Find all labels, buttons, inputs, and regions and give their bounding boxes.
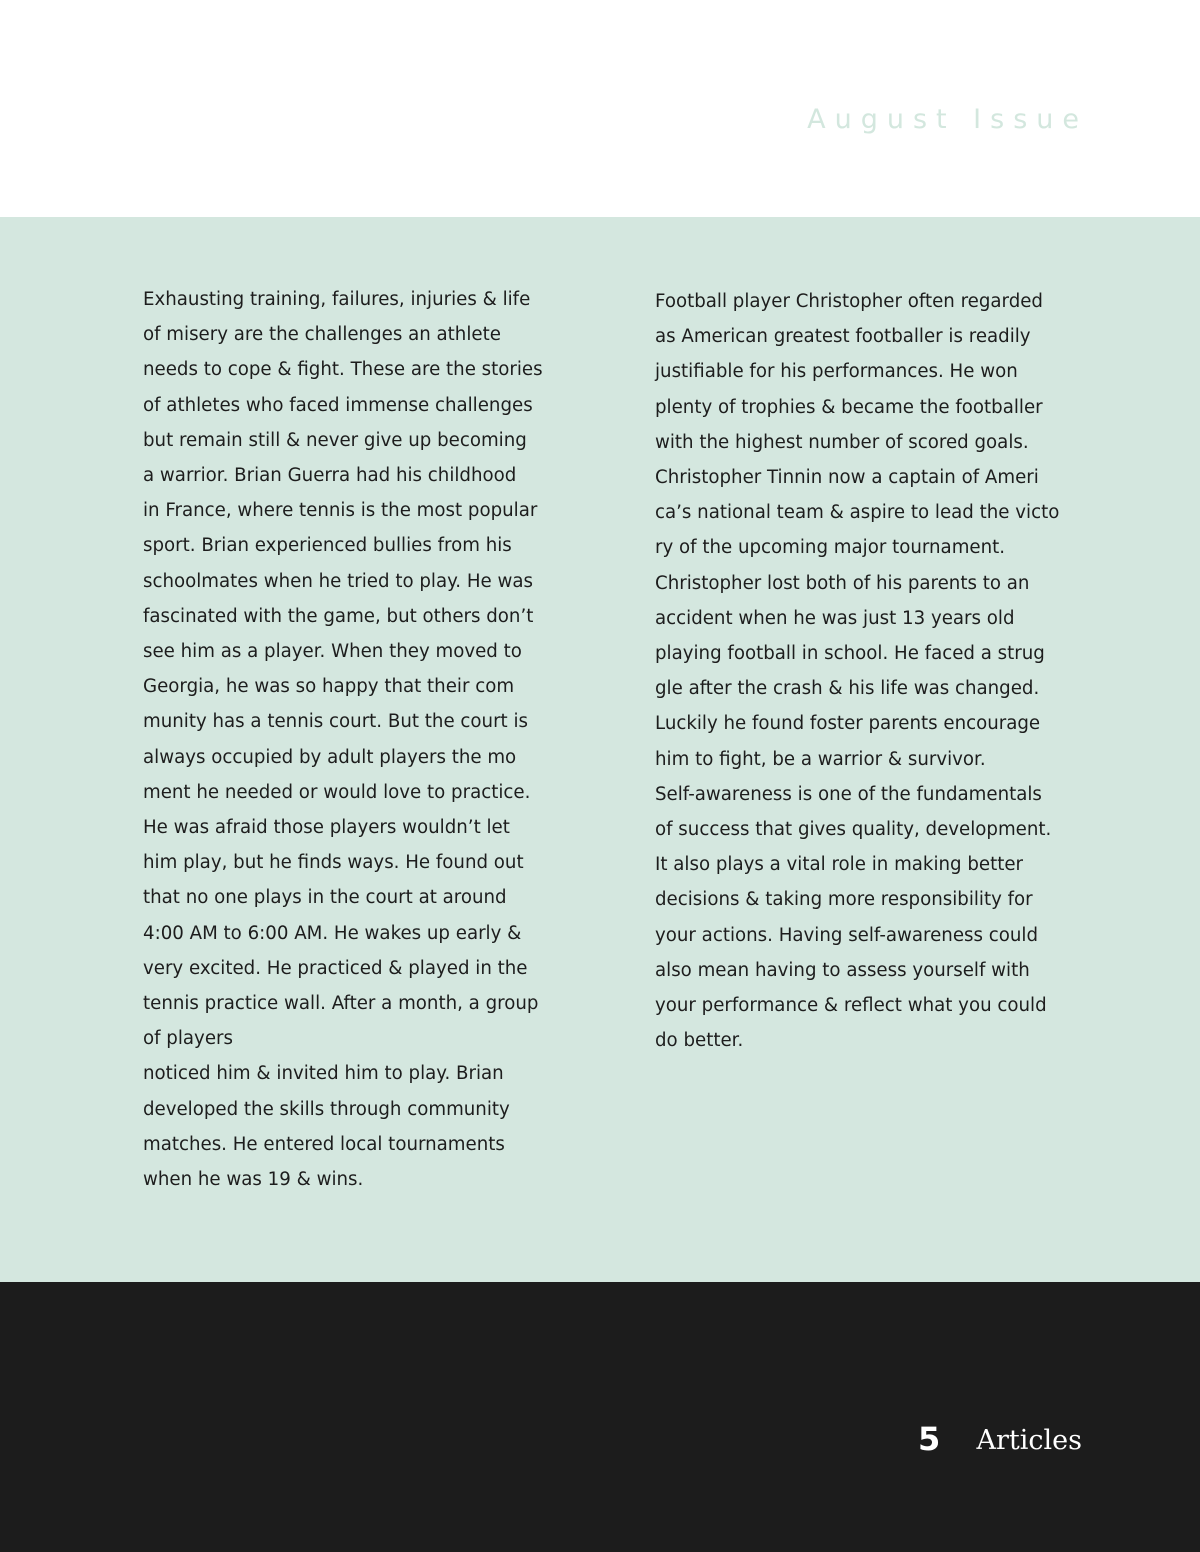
text-line: do better.: [655, 1030, 744, 1052]
text-line: matches. He entered local tournaments: [143, 1133, 505, 1155]
text-line: ca’s national team & aspire to lead the victo: [655, 502, 1060, 524]
text-line: gle after the crash & his life was changed.: [655, 678, 1040, 700]
text-line: of success that gives quality, development.: [655, 819, 1052, 841]
text-line: of misery are the challenges an athlete: [143, 324, 501, 346]
text-line: accident when he was just 13 years old: [655, 607, 1015, 629]
text-line: Football player Christopher often regarded: [655, 291, 1043, 312]
text-line: plenty of trophies & became the footballer: [655, 396, 1043, 418]
text-line: of players: [143, 1028, 233, 1050]
text-line: as American greatest footballer is readily: [655, 326, 1031, 348]
text-line: munity has a tennis court. But the court is: [143, 711, 528, 733]
page-header: [0, 0, 1200, 217]
text-line: very excited. He practiced & played in the: [143, 957, 528, 979]
text-line: but remain still & never give up becoming: [143, 429, 527, 451]
text-line: sport. Brian experienced bullies from his: [143, 535, 512, 557]
article-right-column: [655, 284, 1085, 1058]
text-line: justifiable for his performances. He won: [655, 361, 1018, 383]
text-line: that no one plays in the court at around: [143, 887, 507, 909]
text-line: needs to cope & fight. These are the stories: [143, 359, 543, 381]
text-line: schoolmates when he tried to play. He was: [143, 570, 533, 592]
page-number: 5: [918, 1420, 941, 1458]
section-title: Articles: [976, 1425, 1082, 1456]
text-line: him play, but he finds ways. He found out: [143, 852, 524, 874]
text-line: Georgia, he was so happy that their com: [143, 676, 515, 698]
text-line: him to fight, be a warrior & survivor.: [655, 748, 986, 770]
article-body: [0, 217, 1200, 1282]
text-line: in France, where tennis is the most popular: [143, 500, 538, 522]
text-line: also mean having to assess yourself with: [655, 959, 1030, 981]
page-footer: [0, 1282, 1200, 1552]
text-line: noticed him & invited him to play. Brian: [143, 1063, 504, 1085]
text-line: fascinated with the game, but others don’t: [143, 605, 534, 627]
text-line: see him as a player. When they moved to: [143, 641, 522, 663]
issue-label: August Issue: [807, 104, 1088, 135]
text-line: of athletes who faced immense challenges: [143, 394, 533, 416]
text-line: playing football in school. He faced a strug: [655, 643, 1045, 665]
text-line: always occupied by adult players the mo: [143, 746, 517, 768]
text-line: It also plays a vital role in making better: [655, 854, 1024, 876]
text-line: your actions. Having self-awareness could: [655, 924, 1039, 946]
text-line: developed the skills through community: [143, 1098, 510, 1120]
text-line: He was afraid those players wouldn’t let: [143, 817, 510, 839]
text-line: a warrior. Brian Guerra had his childhood: [143, 465, 517, 487]
text-line: Christopher lost both of his parents to an: [655, 572, 1030, 594]
text-line: when he was 19 & wins.: [143, 1169, 364, 1191]
text-line: your performance & reflect what you could: [655, 995, 1047, 1017]
article-left-column: [143, 282, 573, 1197]
text-line: with the highest number of scored goals.: [655, 431, 1029, 453]
text-line: ment he needed or would love to practice.: [143, 781, 531, 803]
text-line: Exhausting training, failures, injuries & life: [143, 289, 531, 310]
text-line: tennis practice wall. After a month, a group: [143, 993, 539, 1015]
text-line: 4:00 AM to 6:00 AM. He wakes up early &: [143, 922, 522, 944]
text-line: Self-awareness is one of the fundamentals: [655, 783, 1042, 805]
text-line: ry of the upcoming major tournament.: [655, 537, 1006, 559]
text-line: Luckily he found foster parents encourage: [655, 713, 1041, 735]
text-line: Christopher Tinnin now a captain of Ameri: [655, 467, 1039, 489]
text-line: decisions & taking more responsibility for: [655, 889, 1033, 911]
